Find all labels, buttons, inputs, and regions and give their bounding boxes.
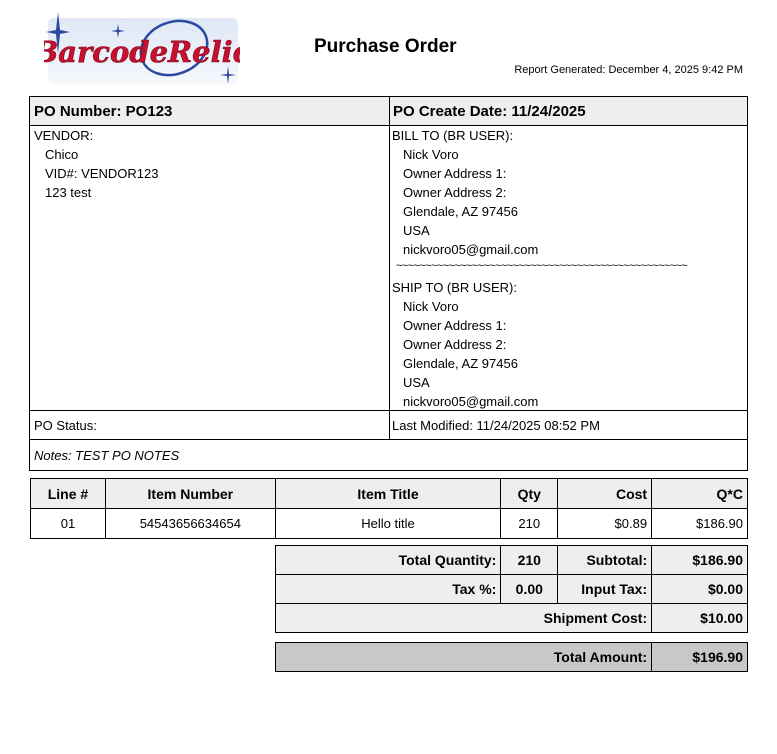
line-items-table bbox=[30, 478, 748, 539]
col-header-line: Line # bbox=[31, 479, 106, 509]
totals-row-shipment bbox=[276, 604, 748, 633]
barcoderelic-logo bbox=[44, 10, 240, 88]
po-status-cell bbox=[29, 410, 390, 440]
vendor-address: 123 test bbox=[45, 185, 92, 200]
col-header-item-number: Item Number bbox=[105, 479, 275, 509]
bill-to-country: USA bbox=[403, 223, 430, 238]
col-header-cost: Cost bbox=[558, 479, 652, 509]
ship-to-country: USA bbox=[403, 375, 430, 390]
last-modified: Last Modified: 11/24/2025 08:52 PM bbox=[392, 418, 600, 433]
po-status: PO Status: bbox=[34, 418, 97, 433]
ship-to-name: Nick Voro bbox=[403, 299, 459, 314]
col-header-qty: Qty bbox=[501, 479, 558, 509]
total-quantity-value: 210 bbox=[501, 546, 558, 575]
po-number: PO Number: PO123 bbox=[34, 103, 173, 120]
col-header-item-title: Item Title bbox=[275, 479, 501, 509]
cell-line: 01 bbox=[31, 509, 106, 539]
separator-line: ~~~~~~~~~~~~~~~~~~~~~~~~~~~~~~~~~~~~~~~~~~~~~~~~~~ bbox=[396, 260, 688, 272]
last-modified-cell bbox=[389, 410, 748, 440]
cell-item-title: Hello title bbox=[275, 509, 501, 539]
bill-ship-cell bbox=[389, 125, 748, 411]
po-create-date: PO Create Date: 11/24/2025 bbox=[393, 103, 586, 120]
bill-to-address2: Owner Address 2: bbox=[403, 185, 507, 200]
report-generated-timestamp: Report Generated: December 4, 2025 9:42 PM bbox=[514, 64, 743, 76]
tax-pct-label: Tax %: bbox=[276, 575, 501, 604]
bill-to-email: nickvoro05@gmail.com bbox=[403, 242, 539, 257]
ship-to-label: SHIP TO (BR USER): bbox=[392, 280, 517, 295]
ship-to-city-line: Glendale, AZ 97456 bbox=[403, 356, 518, 371]
ship-to-email: nickvoro05@gmail.com bbox=[403, 394, 539, 409]
vendor-name: Chico bbox=[45, 147, 79, 162]
vendor-id: VID#: VENDOR123 bbox=[45, 166, 159, 181]
total-amount-row bbox=[276, 643, 748, 672]
input-tax-value: $0.00 bbox=[652, 575, 748, 604]
bill-to-address1: Owner Address 1: bbox=[403, 166, 507, 181]
cell-qxc: $186.90 bbox=[652, 509, 748, 539]
totals-table bbox=[275, 545, 748, 633]
items-header-row bbox=[31, 479, 748, 509]
input-tax-label: Input Tax: bbox=[558, 575, 652, 604]
po-create-date-cell bbox=[389, 96, 748, 126]
shipment-cost-label: Shipment Cost: bbox=[276, 604, 652, 633]
po-notes: Notes: TEST PO NOTES bbox=[34, 448, 180, 463]
vendor-label: VENDOR: bbox=[34, 128, 94, 143]
ship-to-address1: Owner Address 1: bbox=[403, 318, 507, 333]
notes-cell bbox=[29, 439, 748, 471]
logo-text: BarcodeRelic bbox=[44, 35, 240, 69]
bill-to-city-line: Glendale, AZ 97456 bbox=[403, 204, 518, 219]
tax-pct-value: 0.00 bbox=[501, 575, 558, 604]
po-number-cell bbox=[29, 96, 390, 126]
bill-to-name: Nick Voro bbox=[403, 147, 459, 162]
totals-row-quantity bbox=[276, 546, 748, 575]
table-row bbox=[31, 509, 748, 539]
cell-cost: $0.89 bbox=[558, 509, 652, 539]
total-quantity-label: Total Quantity: bbox=[276, 546, 501, 575]
logo-graphic bbox=[44, 10, 240, 88]
shipment-cost-value: $10.00 bbox=[652, 604, 748, 633]
total-amount-table bbox=[275, 642, 748, 672]
total-amount-value: $196.90 bbox=[652, 643, 748, 672]
total-amount-label: Total Amount: bbox=[276, 643, 652, 672]
ship-to-address2: Owner Address 2: bbox=[403, 337, 507, 352]
bill-to-label: BILL TO (BR USER): bbox=[392, 128, 514, 143]
vendor-cell bbox=[29, 125, 390, 411]
subtotal-label: Subtotal: bbox=[558, 546, 652, 575]
subtotal-value: $186.90 bbox=[652, 546, 748, 575]
cell-item-number: 54543656634654 bbox=[105, 509, 275, 539]
cell-qty: 210 bbox=[501, 509, 558, 539]
col-header-qxc: Q*C bbox=[652, 479, 748, 509]
totals-row-tax bbox=[276, 575, 748, 604]
document-title: Purchase Order bbox=[314, 36, 457, 57]
